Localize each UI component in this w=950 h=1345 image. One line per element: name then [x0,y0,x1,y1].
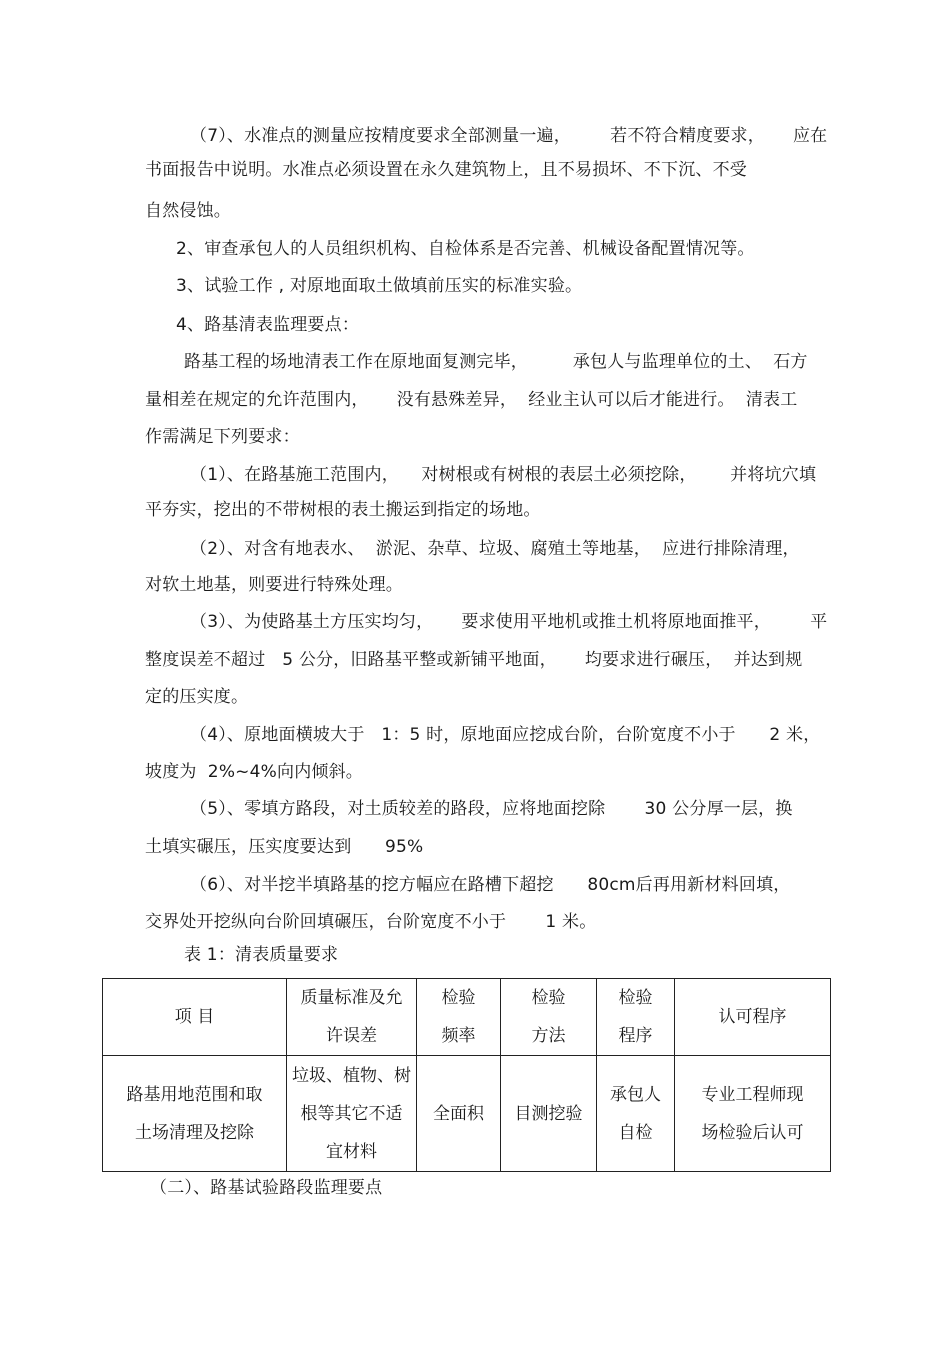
header-item: 项 目 [103,979,287,1056]
req-5-line-2: 土填实碾压，压实度要达到 95% [145,837,424,857]
req-6-line-2: 交界处开挖纵向台阶回填碾压，台阶宽度不小于 1 米。 [145,912,597,932]
req-3-line-2: 整度误差不超过 5 公分，旧路基平整或新铺平地面， 均要求进行碾压， 并达到规 [145,650,803,670]
req-2-line-2: 对软土地基，则要进行特殊处理。 [145,575,403,595]
req-1-line-2: 平夯实，挖出的不带树根的表土搬运到指定的场地。 [145,500,541,520]
req-4-line-2: 坡度为 2%~4%向内倾斜。 [145,762,363,782]
item-4-heading: 4、路基清表监理要点： [176,315,360,335]
table-caption: 表 1：清表质量要求 [184,945,339,965]
cell-standard: 垃圾、植物、树 根等其它不适 宜材料 [287,1056,417,1172]
p7-line-2: 书面报告中说明。水准点必须设置在永久建筑物上，且不易损坏、不下沉、不受 [145,160,747,180]
intro-line-1: 路基工程的场地清表工作在原地面复测完毕， 承包人与监理单位的土、 石方 [184,352,808,372]
header-procedure: 检验 程序 [597,979,675,1056]
quality-table [102,978,831,1172]
p7-line-1: （7）、水准点的测量应按精度要求全部测量一遍， 若不符合精度要求， 应在 [190,126,828,146]
cell-method: 目测挖验 [501,1056,597,1172]
section-2-heading: （二）、路基试验路段监理要点 [150,1178,383,1198]
cell-procedure: 承包人 自检 [597,1056,675,1172]
p7-line-3: 自然侵蚀。 [145,201,231,221]
header-frequency: 检验 频率 [417,979,501,1056]
req-1-line-1: （1）、在路基施工范围内， 对树根或有树根的表层土必须挖除， 并将坑穴填 [190,465,817,485]
item-2: 2、审查承包人的人员组织机构、自检体系是否完善、机械设备配置情况等。 [176,239,755,259]
cell-item: 路基用地范围和取 土场清理及挖除 [103,1056,287,1172]
header-method: 检验 方法 [501,979,597,1056]
table-header-row [103,979,831,1056]
req-4-line-1: （4）、原地面横坡大于 1：5 时，原地面应挖成台阶，台阶宽度不小于 2 米， [190,725,821,745]
req-5-line-1: （5）、零填方路段，对土质较差的路段，应将地面挖除 30 公分厚一层，换 [190,799,793,819]
req-3-line-1: （3）、为使路基土方压实均匀， 要求使用平地机或推土机将原地面推平， 平 [190,612,828,632]
cell-approval: 专业工程师现 场检验后认可 [675,1056,831,1172]
table-row [103,1056,831,1172]
intro-line-3: 作需满足下列要求： [145,427,300,447]
req-6-line-1: （6）、对半挖半填路基的挖方幅应在路槽下超挖 80cm后再用新材料回填， [190,875,791,895]
header-standard: 质量标准及允 许误差 [287,979,417,1056]
intro-line-2: 量相差在规定的允许范围内， 没有悬殊差异， 经业主认可以后才能进行。 清表工 [145,390,798,410]
item-3: 3、试验工作 , 对原地面取土做填前压实的标准实验。 [176,276,583,296]
header-approval: 认可程序 [675,979,831,1056]
cell-frequency: 全面积 [417,1056,501,1172]
req-3-line-3: 定的压实度。 [145,687,249,707]
req-2-line-1: （2）、对含有地表水、 淤泥、杂草、垃圾、腐殖土等地基， 应进行排除清理， [190,539,800,559]
